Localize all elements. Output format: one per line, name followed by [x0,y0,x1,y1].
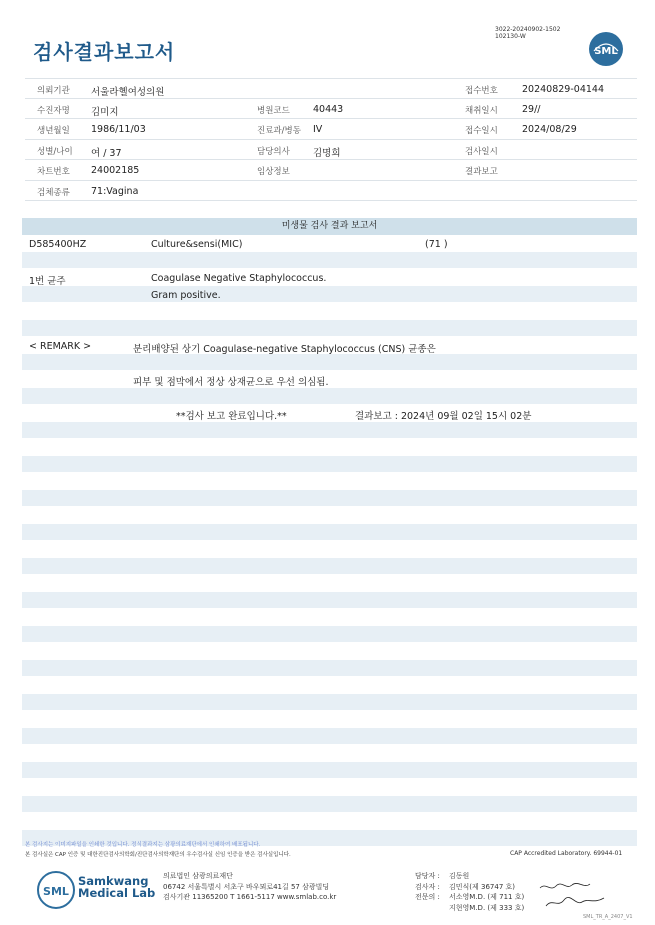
info-label: 검사일시 [465,146,498,157]
strain-name: Coagulase Negative Staphylococcus. [151,273,327,284]
strain-gram: Gram positive. [151,290,221,301]
info-row [25,119,637,140]
staff-value: 김동원 [449,872,470,880]
address-line: 의료법인 삼광의료재단 [163,872,233,880]
staff-row [415,882,524,893]
info-label: 성별/나이 [37,146,73,157]
info-value: 여 / 37 [91,147,122,159]
document-code [495,26,560,40]
info-label: 생년월일 [37,126,70,136]
row-stripe [22,626,637,642]
remark-line-2: 피부 및 점막에서 정상 상재균으로 우선 의심됨. [133,377,329,388]
info-label: 담당의사 [257,146,290,157]
strain-label: 1번 균주 [29,276,66,287]
staff-label: 검사자 : [415,882,440,891]
company-name-line: Medical Lab [78,886,156,900]
company-name-line: Samkwang [78,874,149,888]
row-stripe [22,524,637,540]
info-value: 서울라헬여성의원 [91,87,165,98]
company-address [163,871,336,903]
signature-image [538,880,608,910]
page-title: 검사결과보고서 [33,40,176,64]
row-stripe [22,490,637,506]
info-label: 검체종류 [37,187,70,198]
info-value: 71:Vagina [91,185,139,197]
info-row [25,99,637,120]
info-label: 임상정보 [257,167,290,177]
row-stripe [22,456,637,472]
info-label: 진료과/병동 [257,126,301,136]
staff-value: 김민식(제 36747 호) [449,882,515,891]
address-line: 06742 서울특별시 서초구 바우뫼로41길 57 삼광빌딩 [163,882,330,891]
report-header: 미생물 검사 결과 보고서 [22,218,637,235]
patient-info-table [25,78,637,201]
row-stripe [22,252,637,268]
info-row [25,181,637,202]
report-complete-text: **검사 보고 완료입니다.** [176,411,287,422]
info-value: 29// [522,103,541,115]
info-value: 2024/08/29 [522,124,577,135]
info-value: 김명희 [313,147,341,159]
row-stripe [22,320,637,336]
image-notice: 본 검사지는 이미지파일을 인쇄한 것입니다. 정식결과지는 삼광의료재단에서 인쇄하여 배포됩니다. [25,842,261,848]
company-name [78,875,155,899]
info-label: 접수일시 [465,126,498,136]
samkwang-logo-icon [36,870,76,910]
staff-row [415,892,524,903]
row-stripe [22,660,637,676]
staff-row [415,871,524,882]
staff-label [415,903,449,914]
info-row [25,78,637,99]
row-stripe [22,558,637,574]
staff-value: 서소영M.D. (제 711 호) [449,893,525,901]
cap-accreditation: CAP Accredited Laboratory. 69944-01 [510,850,623,857]
staff-label: 담당자 : [415,872,440,880]
info-row [25,140,637,161]
info-label: 의뢰기관 [37,86,70,96]
report-time: 결과보고 : 2024년 09월 02일 15시 02분 [355,411,532,422]
row-stripe [22,388,637,404]
row-stripe [22,286,637,302]
info-value: 1986/11/03 [91,124,146,135]
info-value: 김미지 [91,106,119,118]
row-stripe [22,728,637,744]
info-label: 접수번호 [465,86,498,96]
test-specimen-code: (71 ) [425,239,448,250]
info-label: 채취일시 [465,105,498,116]
info-value: IV [313,124,323,135]
row-stripe [22,592,637,608]
row-stripe [22,422,637,438]
row-stripe [22,762,637,778]
info-value: 24002185 [91,165,140,176]
sml-logo-text: SML [594,46,618,57]
test-code: D585400HZ [29,239,87,250]
info-value: 20240829-04144 [522,84,605,95]
sml-logo-icon [588,31,624,67]
info-label: 결과보고 [465,167,498,177]
address-line: 검사기관 11365200 T 1661-5117 www.smlab.co.kr [163,893,337,901]
staff-list [415,871,524,913]
remark-line-1: 분리배양된 상기 Coagulase-negative Staphylococcus (CNS) 균종은 [133,344,436,355]
info-value: 40443 [313,103,344,115]
staff-value: 지현영M.D. (제 333 호) [449,903,525,912]
row-stripe [22,354,637,370]
staff-label: 전문의 : [415,893,440,901]
staff-row [415,903,524,914]
info-label: 수진자명 [37,105,70,116]
document-code-line: 102130-W [495,33,526,40]
test-name: Culture&sensi(MIC) [151,239,243,250]
report-section [22,218,637,235]
row-stripe [22,694,637,710]
remark-label: < REMARK > [29,341,92,352]
info-row [25,160,637,181]
form-code: SML_TR_A_2407_V1 [583,914,633,920]
row-stripe [22,796,637,812]
samkwang-logo-text: SML [43,885,69,898]
accreditation-notice: 본 검사실은 CAP 인증 및 대한진단검사의학회/진단검사의학재단의 우수검사실 신임 인증을 받은 검사실입니다. [25,852,291,858]
info-label: 병원코드 [257,105,290,116]
document-code-line: 3022-20240902-1502 [495,26,561,33]
info-label: 차트번호 [37,167,70,177]
